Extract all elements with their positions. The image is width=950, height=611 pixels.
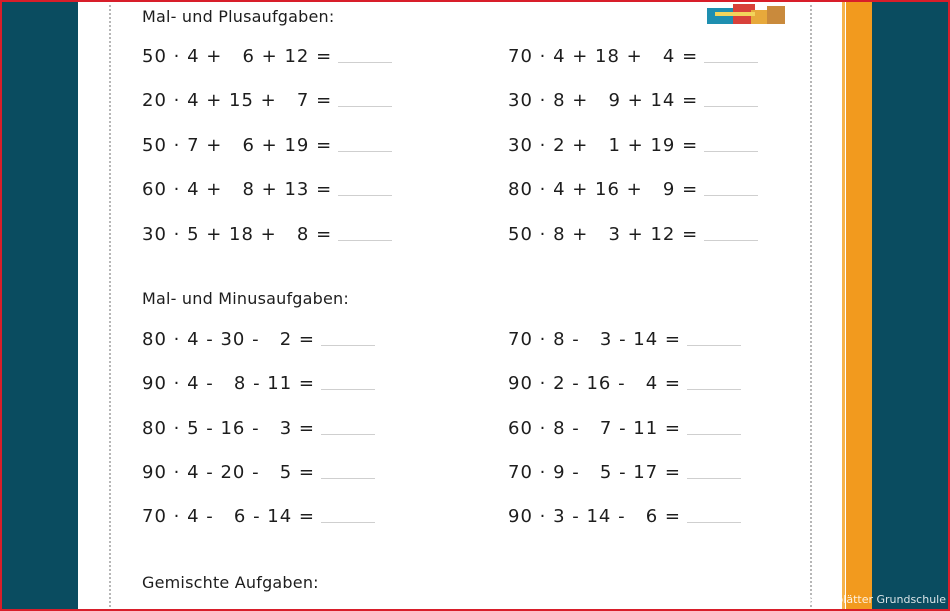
task-plus-right-2 [508, 90, 758, 111]
task-expression: 80 · 4 - 30 - 2 = [142, 329, 316, 350]
task-expression: 90 · 4 - 8 - 11 = [142, 373, 316, 394]
task-expression: 50 · 8 + 3 + 12 = [508, 224, 699, 245]
task-expression: 70 · 4 - 6 - 14 = [142, 506, 316, 527]
section-title-plus: Mal- und Plusaufgaben: [142, 7, 335, 26]
task-plus-left-5 [142, 224, 392, 245]
task-expression: 30 · 5 + 18 + 8 = [142, 224, 333, 245]
answer-line[interactable] [321, 433, 375, 435]
task-expression: 70 · 8 - 3 - 14 = [508, 329, 682, 350]
section-title-mixed: Gemischte Aufgaben: [142, 573, 319, 592]
answer-line[interactable] [338, 105, 392, 107]
answer-line[interactable] [704, 239, 758, 241]
task-expression: 90 · 3 - 14 - 6 = [508, 506, 682, 527]
right-perforation [810, 0, 812, 611]
answer-line[interactable] [687, 433, 741, 435]
orange-side-bar [846, 0, 872, 611]
answer-line[interactable] [338, 194, 392, 196]
answer-line[interactable] [687, 388, 741, 390]
task-plus-left-2 [142, 90, 392, 111]
task-expression: 60 · 8 - 7 - 11 = [508, 418, 682, 439]
task-minus-left-4 [142, 462, 375, 483]
task-plus-right-4 [508, 179, 758, 200]
task-plus-right-5 [508, 224, 758, 245]
task-minus-right-5 [508, 506, 741, 527]
answer-line[interactable] [321, 388, 375, 390]
task-plus-left-1 [142, 46, 392, 67]
answer-line[interactable] [687, 344, 741, 346]
answer-line[interactable] [321, 477, 375, 479]
task-minus-left-1 [142, 329, 375, 350]
answer-line[interactable] [687, 477, 741, 479]
pencil-icon [705, 2, 787, 26]
task-expression: 70 · 4 + 18 + 4 = [508, 46, 699, 67]
task-minus-left-2 [142, 373, 375, 394]
task-plus-left-4 [142, 179, 392, 200]
watermark-text: Siehe die besten ...blätter Grundschule [730, 593, 946, 606]
task-minus-left-5 [142, 506, 375, 527]
task-expression: 50 · 7 + 6 + 19 = [142, 135, 333, 156]
task-minus-right-4 [508, 462, 741, 483]
task-minus-right-1 [508, 329, 741, 350]
task-minus-right-3 [508, 418, 741, 439]
task-expression: 90 · 2 - 16 - 4 = [508, 373, 682, 394]
section-title-minus: Mal- und Minusaufgaben: [142, 289, 349, 308]
answer-line[interactable] [704, 150, 758, 152]
answer-line[interactable] [338, 150, 392, 152]
task-plus-left-3 [142, 135, 392, 156]
task-expression: 30 · 2 + 1 + 19 = [508, 135, 699, 156]
answer-line[interactable] [321, 344, 375, 346]
task-expression: 50 · 4 + 6 + 12 = [142, 46, 333, 67]
left-perforation [109, 0, 111, 611]
orange-edge-line [842, 0, 845, 611]
answer-line[interactable] [704, 61, 758, 63]
task-plus-right-1 [508, 46, 758, 67]
task-expression: 80 · 4 + 16 + 9 = [508, 179, 699, 200]
task-minus-left-3 [142, 418, 375, 439]
task-expression: 30 · 8 + 9 + 14 = [508, 90, 699, 111]
answer-line[interactable] [704, 105, 758, 107]
answer-line[interactable] [704, 194, 758, 196]
task-plus-right-3 [508, 135, 758, 156]
answer-line[interactable] [321, 521, 375, 523]
task-expression: 20 · 4 + 15 + 7 = [142, 90, 333, 111]
task-expression: 80 · 5 - 16 - 3 = [142, 418, 316, 439]
task-expression: 60 · 4 + 8 + 13 = [142, 179, 333, 200]
task-minus-right-2 [508, 373, 741, 394]
answer-line[interactable] [338, 239, 392, 241]
answer-line[interactable] [687, 521, 741, 523]
task-expression: 70 · 9 - 5 - 17 = [508, 462, 682, 483]
answer-line[interactable] [338, 61, 392, 63]
task-expression: 90 · 4 - 20 - 5 = [142, 462, 316, 483]
